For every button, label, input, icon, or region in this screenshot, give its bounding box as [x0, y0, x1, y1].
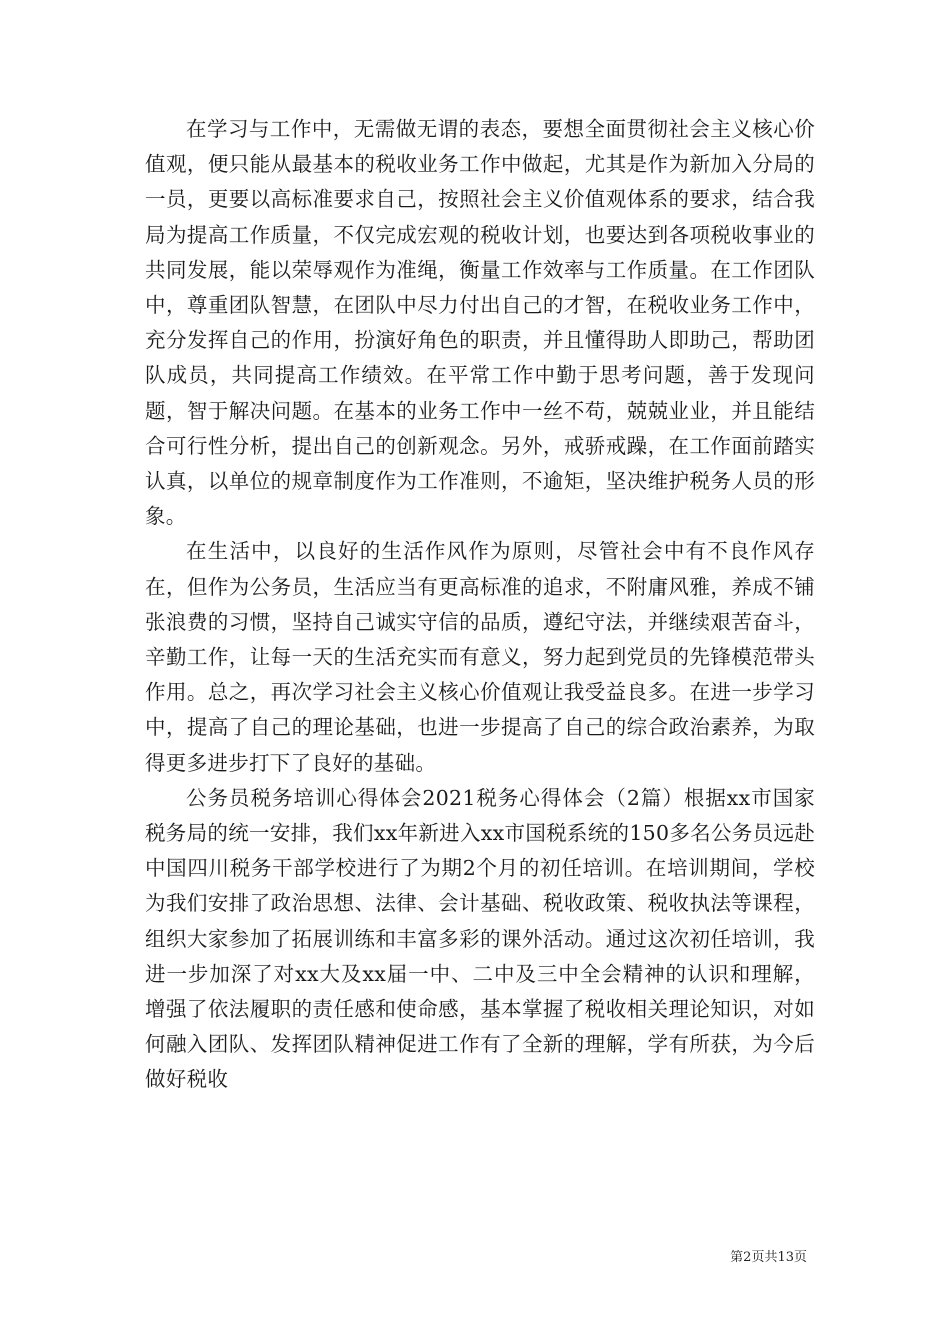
paragraph-work: 在学习与工作中，无需做无谓的表态，要想全面贯彻社会主义核心价值观，便只能从最基本的税收业务工作中做起，尤其是作为新加入分局的一员，更要以高标准要求自己，按照社会主义价值观体系的要求，结合我局为提高工作质量，不仅完成宏观的税收计划，也要达到各项税收事业的共同发展，能以荣辱观作为准绳，衡量工作效率与工作质量。在工作团队中，尊重团队智慧，在团队中尽力付出自己的才智，在税收业务工作中，充分发挥自己的作用，扮演好角色的职责，并且懂得助人即助己，帮助团队成员，共同提高工作绩效。在平常工作中勤于思考问题，善于发现问题，智于解决问题。在基本的业务工作中一丝不苟，兢兢业业，并且能结合可行性分析，提出自己的创新观念。另外，戒骄戒躁，在工作面前踏实认真，以单位的规章制度作为工作准则，不逾矩，坚决维护税务人员的形象。	[145, 117, 815, 529]
paragraph-training: 公务员税务培训心得体会2021税务心得体会（2篇）根据xx市国家税务局的统一安排，我们xx年新进入xx市国税系统的150多名公务员远赴中国四川税务干部学校进行了为期2个月的初任培训。在培训期间，学校为我们安排了政治思想、法律、会计基础、税收政策、税收执法等课程，组织大家参加了拓展训练和丰富多彩的课外活动。通过这次初任培训，我进一步加深了对xx大及xx届一中、二中及三中全会精神的认识和理解，增强了依法履职的责任感和使命感，基本掌握了税收相关理论知识，对如何融入团队、发挥团队精神促进工作有了全新的理解，学有所获，为今后做好税收	[145, 785, 815, 1092]
paragraph-life: 在生活中，以良好的生活作风作为原则，尽管社会中有不良作风存在，但作为公务员，生活应当有更高标准的追求，不附庸风雅，养成不铺张浪费的习惯，坚持自己诚实守信的品质，遵纪守法，并继续艰苦奋斗，辛勤工作，让每一天的生活充实而有意义，努力起到党员的先锋模范带头作用。总之，再次学习社会主义核心价值观让我受益良多。在进一步学习中，提高了自己的理论基础，也进一步提高了自己的综合政治素养，为取得更多进步打下了良好的基础。	[145, 539, 815, 775]
document-body	[145, 112, 815, 1098]
page-number: 第2页共13页	[730, 1250, 807, 1265]
